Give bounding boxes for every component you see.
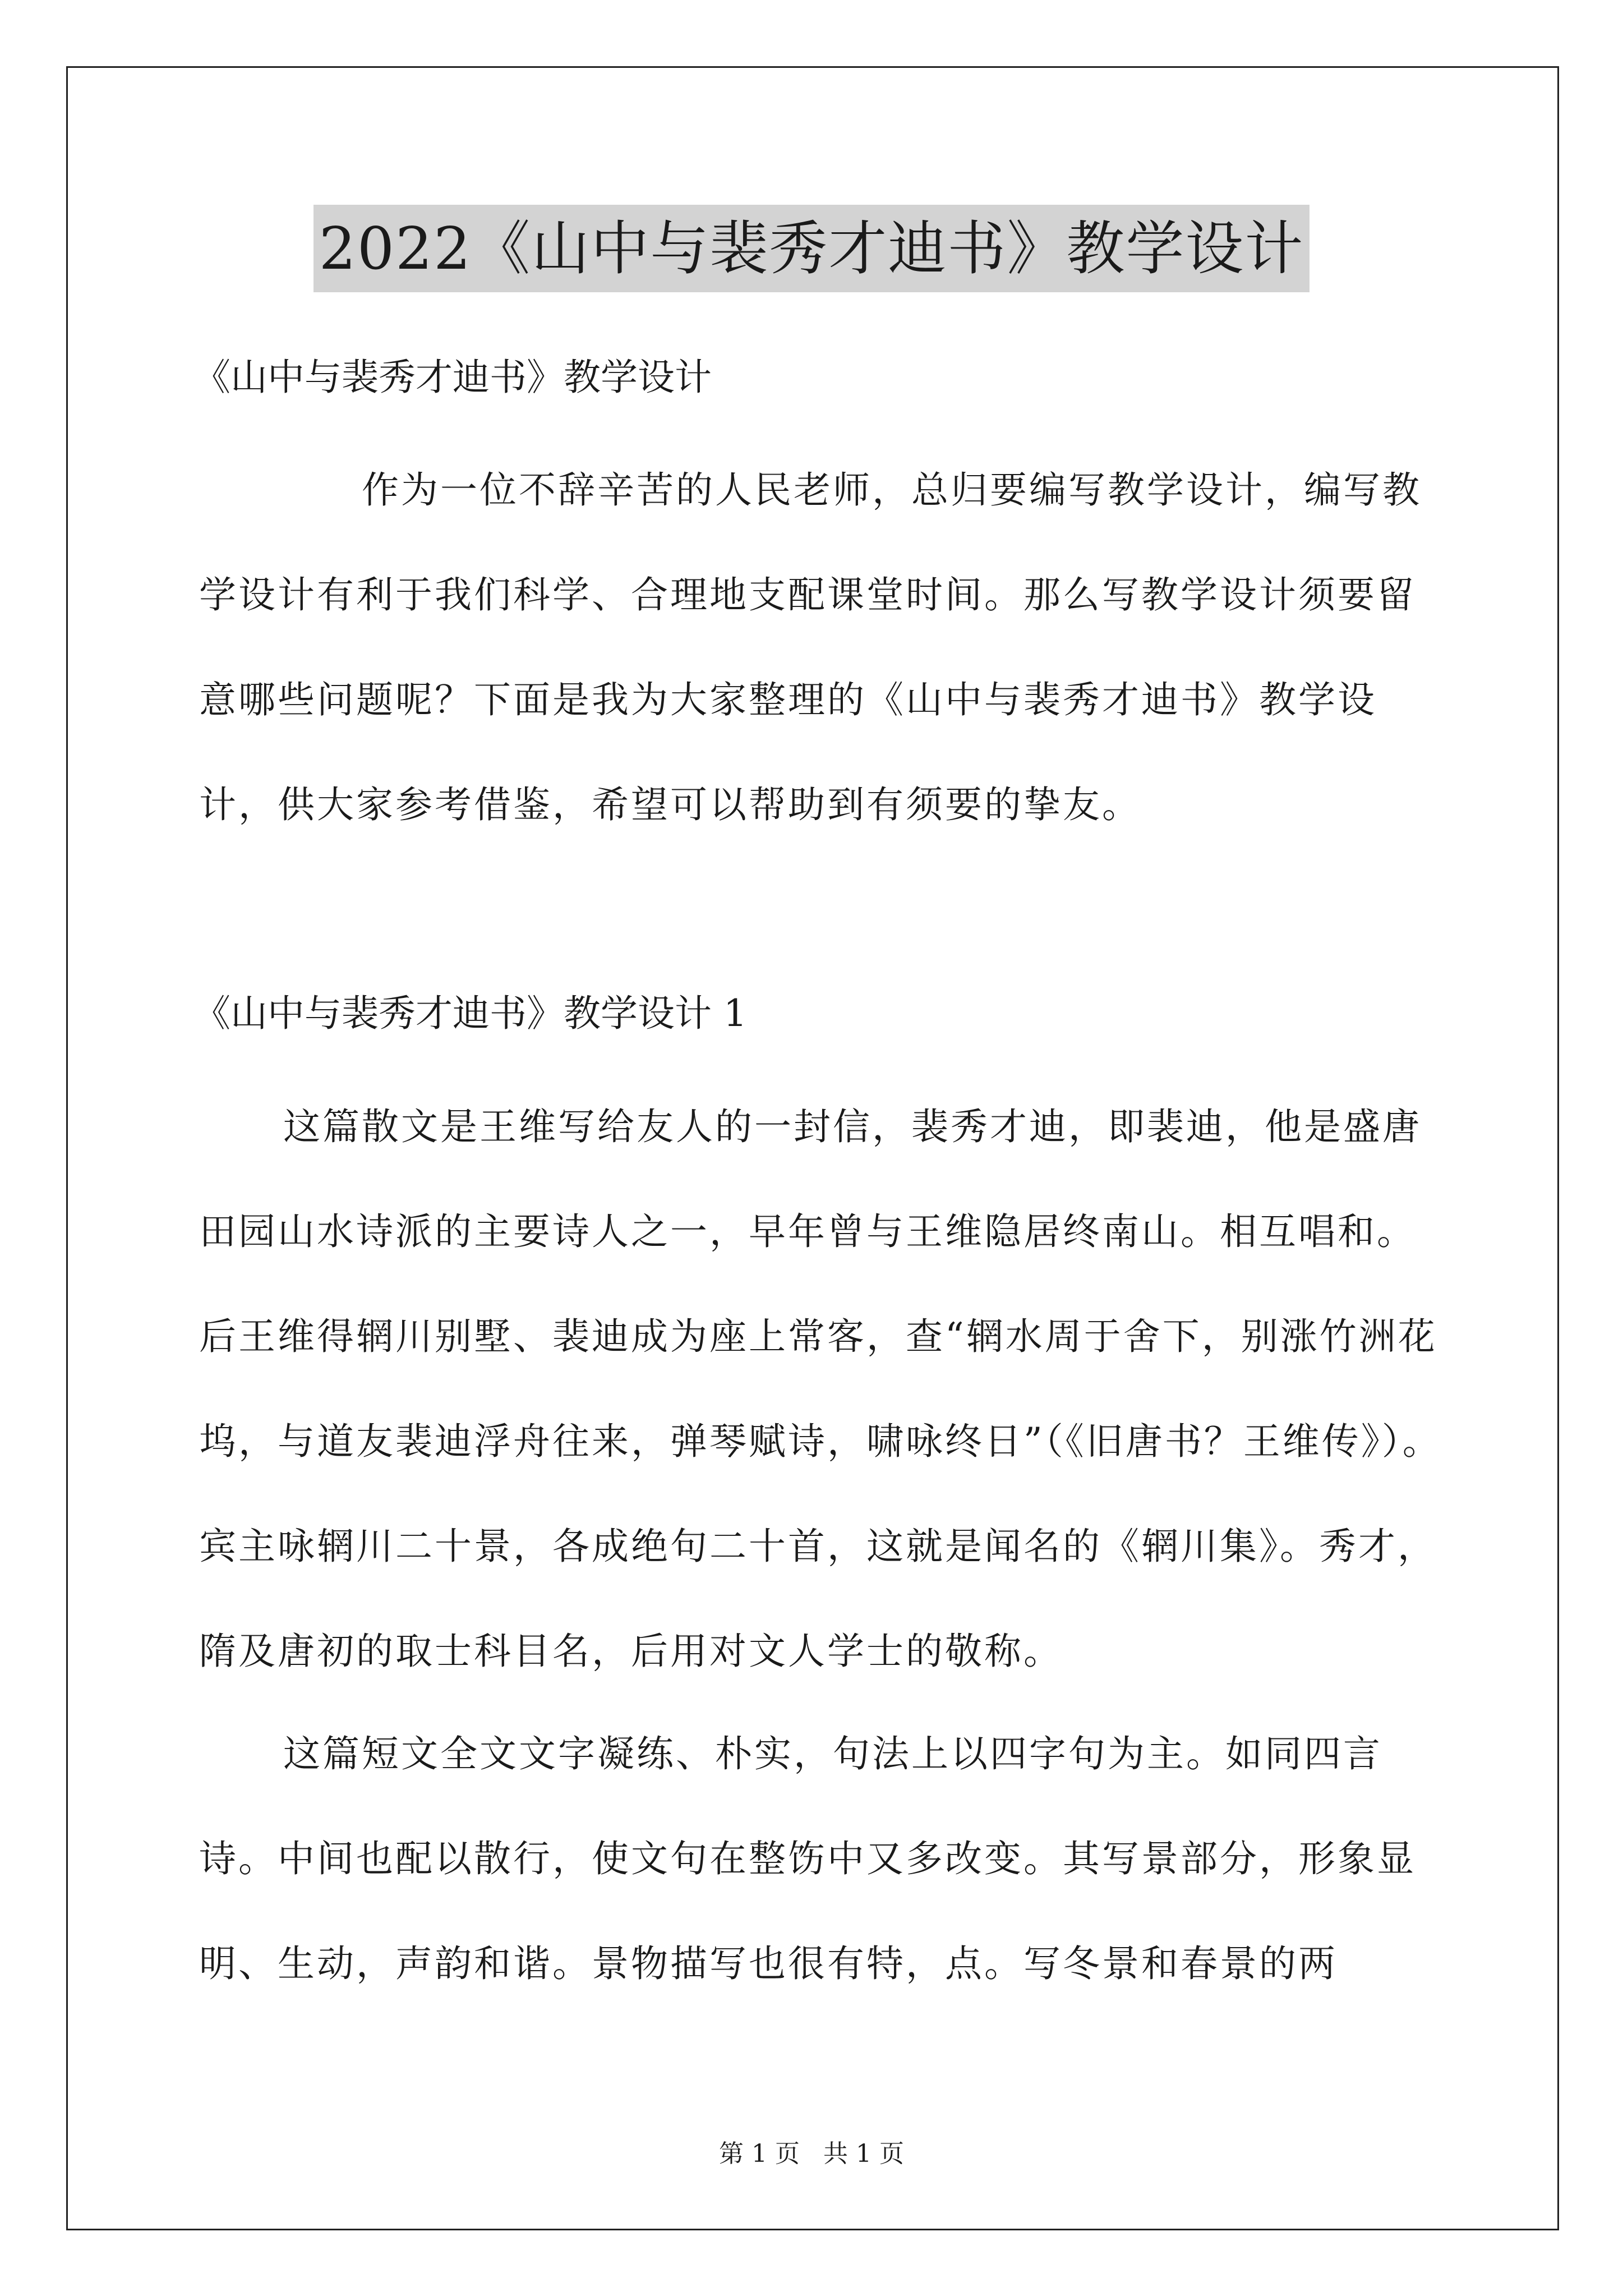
document-subtitle: 《山中与裴秀才迪书》教学设计 [193,356,712,399]
title-container [0,205,1623,292]
document-title: 2022《山中与裴秀才迪书》教学设计 [313,205,1310,292]
page-footer [0,2137,1623,2171]
intro-paragraph: 作为一位不辞辛苦的人民老师，总归要编写教学设计，编写教学设计有利于我们科学、合理地支配课堂时间。那么写教学设计须要留意哪些问题呢？下面是我为大家整理的《山中与裴秀才迪书》教学设计，供大家参考借鉴，希望可以帮助到有须要的挚友。 [199,468,1422,826]
section-heading: 《山中与裴秀才迪书》教学设计 1 [193,992,747,1035]
body-paragraph-1: 这篇散文是王维写给友人的一封信，裴秀才迪，即裴迪，他是盛唐田园山水诗派的主要诗人之一，早年曾与王维隐居终南山。相互唱和。后王维得辋川别墅、裴迪成为座上常客，查“辋水周于舍下，别涨竹洲花坞，与道友裴迪浮舟往来，弹琴赋诗，啸咏终日”（《旧唐书？王维传》）。宾主咏辋川二十景，各成绝句二十首，这就是闻名的《辋川集》。秀才，隋及唐初的取士科目名，后用对文人学士的敬称。 [199,1105,1442,1673]
page-total: 共 1 页 [823,2139,904,2168]
body-paragraph-2: 这篇短文全文文字凝练、朴实，句法上以四字句为主。如同四言诗。中间也配以散行，使文句在整饬中又多改变。其写景部分，形象显明、生动，声韵和谐。景物描写也很有特，点。写冬景和春景的两 [199,1732,1416,1985]
page-number: 第 1 页 [719,2139,800,2168]
